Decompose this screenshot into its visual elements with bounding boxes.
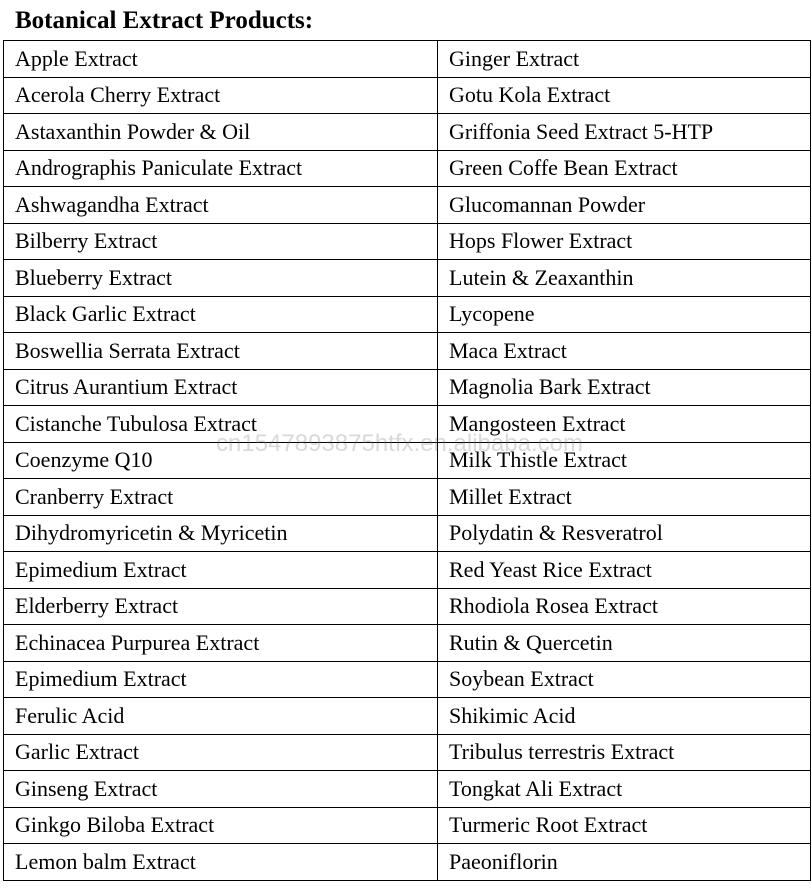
product-cell-right: Lycopene [438,296,811,333]
product-cell-right: Green Coffe Bean Extract [438,150,811,187]
product-cell-right: Shikimic Acid [438,698,811,735]
product-cell-right: Ginger Extract [438,41,811,78]
table-row [4,479,811,516]
table-row [4,333,811,370]
table-row [4,515,811,552]
table-row [4,698,811,735]
product-cell-left: Echinacea Purpurea Extract [4,625,438,662]
product-cell-left: Lemon balm Extract [4,844,438,881]
table-row [4,369,811,406]
product-cell-left: Epimedium Extract [4,552,438,589]
product-cell-right: Magnolia Bark Extract [438,369,811,406]
product-cell-right: Paeoniflorin [438,844,811,881]
product-cell-left: Citrus Aurantium Extract [4,369,438,406]
table-row [4,77,811,114]
table-row [4,223,811,260]
product-cell-left: Acerola Cherry Extract [4,77,438,114]
product-cell-left: Garlic Extract [4,734,438,771]
table-row [4,771,811,808]
product-cell-left: Coenzyme Q10 [4,442,438,479]
table-row [4,41,811,78]
table-row [4,406,811,443]
table-row [4,442,811,479]
product-cell-right: Tribulus terrestris Extract [438,734,811,771]
product-cell-left: Boswellia Serrata Extract [4,333,438,370]
product-cell-left: Astaxanthin Powder & Oil [4,114,438,151]
product-cell-right: Soybean Extract [438,661,811,698]
product-cell-right: Tongkat Ali Extract [438,771,811,808]
product-cell-right: Lutein & Zeaxanthin [438,260,811,297]
table-row [4,150,811,187]
product-cell-left: Ginkgo Biloba Extract [4,807,438,844]
table-row [4,296,811,333]
product-cell-right: Millet Extract [438,479,811,516]
product-cell-left: Cistanche Tubulosa Extract [4,406,438,443]
product-cell-left: Ashwagandha Extract [4,187,438,224]
product-cell-left: Cranberry Extract [4,479,438,516]
table-row [4,807,811,844]
product-cell-right: Gotu Kola Extract [438,77,811,114]
product-table [3,40,811,881]
product-cell-left: Elderberry Extract [4,588,438,625]
product-cell-left: Ginseng Extract [4,771,438,808]
product-cell-left: Epimedium Extract [4,661,438,698]
product-cell-left: Dihydromyricetin & Myricetin [4,515,438,552]
product-cell-right: Polydatin & Resveratrol [438,515,811,552]
watermark-text: cn1547893875htfx.en.alibaba.com [216,430,583,457]
product-cell-left: Blueberry Extract [4,260,438,297]
product-cell-right: Milk Thistle Extract [438,442,811,479]
product-cell-left: Apple Extract [4,41,438,78]
page-title: Botanical Extract Products: [15,7,314,34]
product-cell-left: Black Garlic Extract [4,296,438,333]
product-cell-right: Rhodiola Rosea Extract [438,588,811,625]
product-cell-right: Turmeric Root Extract [438,807,811,844]
table-row [4,114,811,151]
table-row [4,625,811,662]
product-cell-right: Glucomannan Powder [438,187,811,224]
table-row [4,187,811,224]
product-cell-right: Red Yeast Rice Extract [438,552,811,589]
product-cell-right: Mangosteen Extract [438,406,811,443]
product-cell-left: Ferulic Acid [4,698,438,735]
product-table-body [4,41,811,881]
product-cell-left: Andrographis Paniculate Extract [4,150,438,187]
table-row [4,260,811,297]
table-row [4,552,811,589]
product-cell-right: Rutin & Quercetin [438,625,811,662]
product-cell-right: Maca Extract [438,333,811,370]
product-cell-left: Bilberry Extract [4,223,438,260]
table-row [4,661,811,698]
table-row [4,734,811,771]
table-row [4,844,811,881]
product-cell-right: Griffonia Seed Extract 5-HTP [438,114,811,151]
product-cell-right: Hops Flower Extract [438,223,811,260]
table-row [4,588,811,625]
